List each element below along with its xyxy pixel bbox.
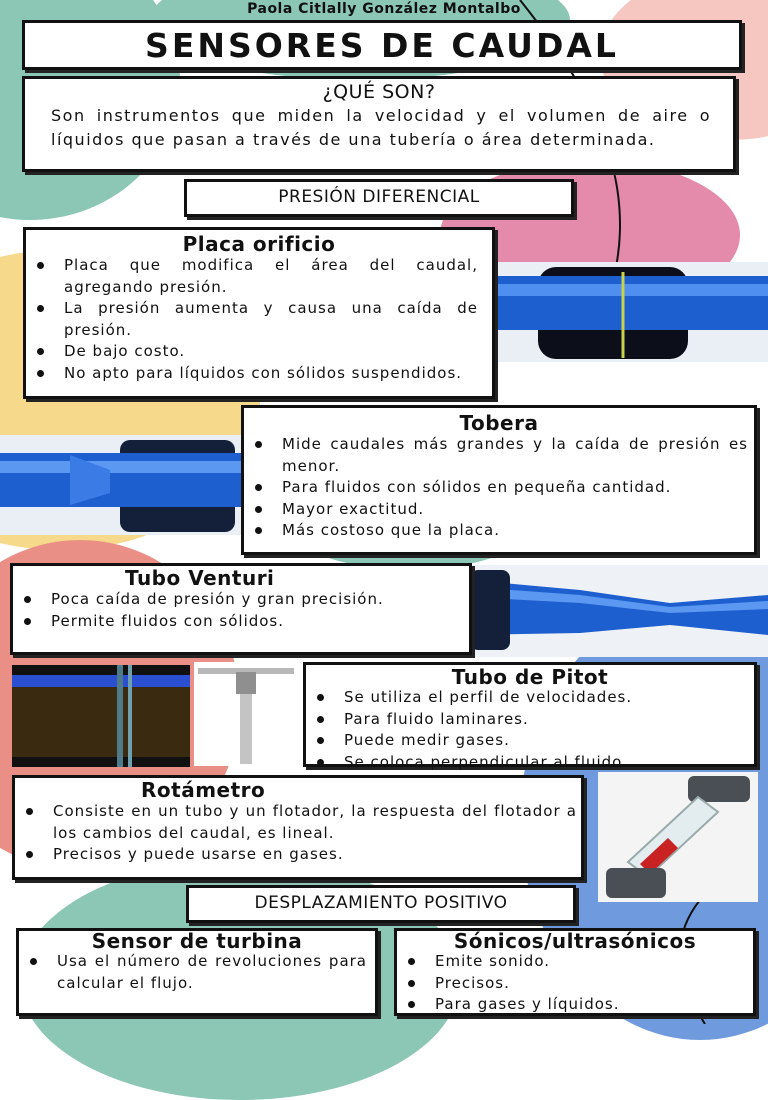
orifice-plate-box — [23, 227, 495, 399]
section-label-pressure — [184, 179, 574, 217]
list-item: Para fluidos con sólidos en pequeña cantidad. — [282, 477, 748, 499]
section-label-pressure-text: PRESIÓN DIFERENCIAL — [278, 187, 480, 207]
pitot-tube-box — [303, 662, 757, 771]
list-item: Mide caudales más grandes y la caída de presión es menor. — [282, 434, 748, 477]
list-item: Mayor exactitud. — [282, 499, 748, 521]
rotameter-image — [598, 772, 758, 902]
list-item: Se coloca perpendicular al fluido. — [344, 752, 746, 774]
list-item: De bajo costo. — [64, 341, 478, 363]
turbine-sensor-box — [16, 928, 378, 1016]
intro-text: Son instrumentos que miden la velocidad y el volumen de aire o líquidos que pasan a través de una tubería o área determinada. — [51, 106, 711, 149]
section-label-displacement-text: DESPLAZAMIENTO POSITIVO — [254, 893, 508, 913]
venturi-tube-image — [470, 565, 768, 657]
list-item: Placa que modifica el área del caudal, agregando presión. — [64, 255, 478, 298]
title-box — [22, 20, 742, 70]
pitot-diagram-image — [12, 665, 190, 767]
author-name: Paola Citlally González Montalbo — [247, 1, 521, 17]
venturi-tube-title: Tubo Venturi — [125, 566, 275, 590]
list-item: Poca caída de presión y gran precisión. — [51, 589, 457, 611]
section-label-displacement — [186, 885, 576, 923]
venturi-tube-box — [10, 563, 472, 655]
pitot-tube-image — [194, 662, 298, 766]
list-item: La presión aumenta y causa una caída de presión. — [64, 298, 478, 341]
orifice-plate-image — [493, 262, 768, 362]
pitot-tube-title: Tubo de Pitot — [451, 665, 609, 689]
list-item: No apto para líquidos con sólidos suspendidos. — [64, 363, 478, 385]
list-item: Precisos. — [435, 973, 745, 995]
nozzle-title: Tobera — [459, 411, 539, 435]
rotameter-box — [12, 775, 584, 880]
list-item: Para fluido laminares. — [344, 709, 746, 731]
list-item: Usa el número de revoluciones para calcular el flujo. — [57, 951, 367, 994]
turbine-sensor-title: Sensor de turbina — [91, 929, 303, 953]
list-item: Se utiliza el perfil de velocidades. — [344, 687, 746, 709]
list-item: Para gases y líquidos. — [435, 994, 745, 1016]
list-item: Consiste en un tubo y un flotador, la respuesta del flotador a los cambios del caudal, es lineal. — [53, 801, 577, 844]
page-title: SENSORES DE CAUDAL — [145, 26, 619, 65]
nozzle-image — [0, 435, 245, 535]
intro-box — [22, 76, 736, 172]
orifice-plate-title: Placa orificio — [182, 232, 336, 256]
ultrasonic-sensor-box — [394, 928, 756, 1016]
list-item: Más costoso que la placa. — [282, 520, 748, 542]
nozzle-box — [241, 405, 757, 555]
intro-heading: ¿QUÉ SON? — [322, 81, 436, 103]
ultrasonic-sensor-title: Sónicos/ultrasónicos — [453, 929, 697, 953]
list-item: Emite sonido. — [435, 951, 745, 973]
list-item: Puede medir gases. — [344, 730, 746, 752]
list-item: Precisos y puede usarse en gases. — [53, 844, 577, 866]
rotameter-title: Rotámetro — [141, 778, 266, 802]
list-item: Permite fluidos con sólidos. — [51, 611, 457, 633]
